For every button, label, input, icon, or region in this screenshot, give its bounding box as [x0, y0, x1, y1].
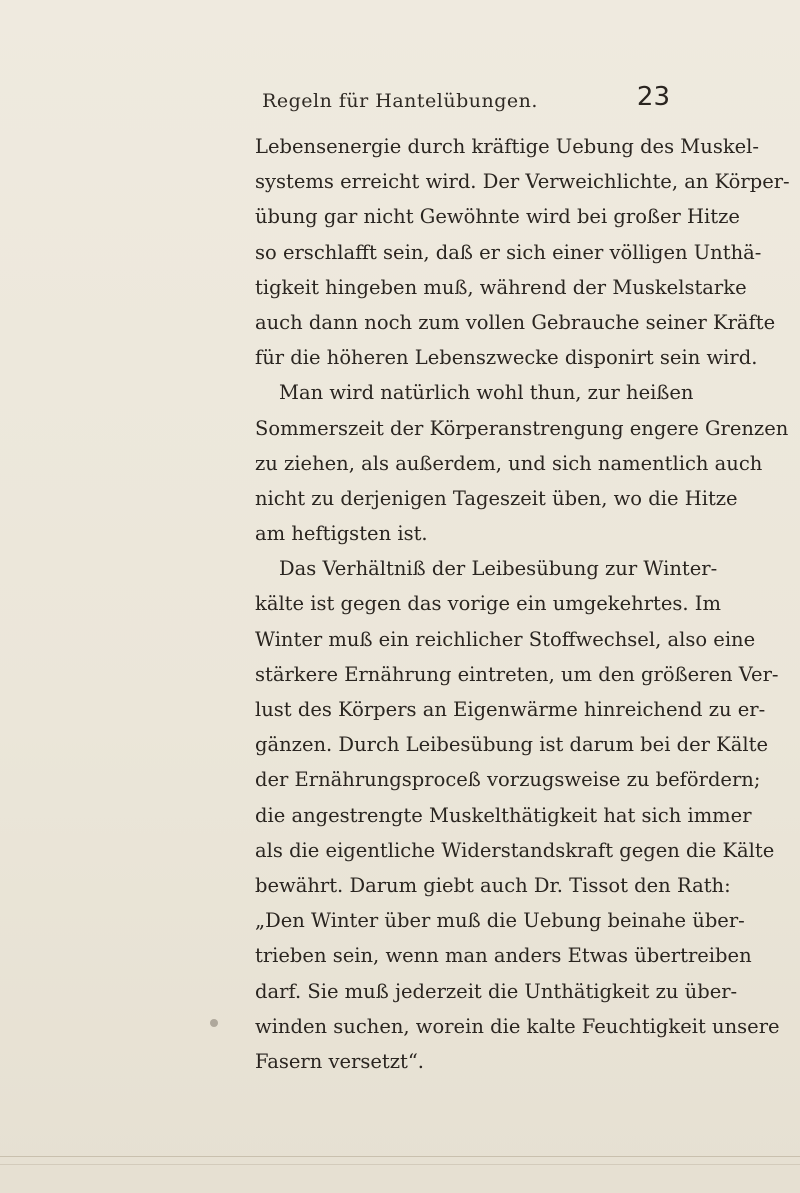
text-line: übung gar nicht Gewöhnte wird bei großer Hitze	[255, 205, 740, 229]
text-line: als die eigentliche Widerstandskraft gegen die Kälte	[255, 838, 775, 862]
text-line: stärkere Ernährung eintreten, um den größeren Ver-	[255, 662, 779, 686]
body-text	[255, 129, 790, 1079]
text-line: bewährt. Darum giebt auch Dr. Tissot den Rath:	[255, 873, 731, 897]
text-line: Das Verhältniß der Leibesübung zur Winter-	[279, 557, 718, 581]
text-line: systems erreicht wird. Der Verweichlichte, an Körper-	[255, 170, 790, 194]
text-line: darf. Sie muß jederzeit die Unthätigkeit zu über-	[255, 979, 738, 1003]
text-line: Fasern versetzt“.	[255, 1049, 424, 1073]
running-title: Regeln für Hantelübungen.	[262, 90, 538, 112]
text-line: gänzen. Durch Leibesübung ist darum bei der Kälte	[255, 733, 768, 757]
text-line: auch dann noch zum vollen Gebrauche seiner Kräfte	[255, 310, 776, 334]
text-line: so erschlafft sein, daß er sich einer völligen Unthä-	[255, 240, 762, 264]
bottom-edge-rule-secondary	[0, 1164, 800, 1165]
text-line: tigkeit hingeben muß, während der Muskelstarke	[255, 275, 747, 299]
text-line: lust des Körpers an Eigenwärme hinreichend zu er-	[255, 698, 766, 721]
text-line: kälte ist gegen das vorige ein umgekehrtes. Im	[255, 592, 722, 616]
text-line: am heftigsten ist.	[255, 522, 428, 546]
text-line: winden suchen, worein die kalte Feuchtigkeit unsere	[255, 1014, 780, 1038]
text-line: zu ziehen, als außerdem, und sich namentlich auch	[255, 451, 763, 475]
text-line: „Den Winter über muß die Uebung beinahe über-	[255, 909, 745, 933]
bottom-edge-rule	[0, 1156, 800, 1157]
text-line: Sommerszeit der Körperanstrengung engere Grenzen	[255, 416, 789, 440]
text-line: Man wird natürlich wohl thun, zur heißen	[279, 381, 694, 405]
text-line: trieben sein, wenn man anders Etwas übertreiben	[255, 944, 752, 968]
text-line: für die höheren Lebenszwecke disponirt sein wird.	[255, 346, 758, 370]
page-header	[0, 80, 800, 120]
margin-ink-mark	[210, 1019, 218, 1027]
text-line: der Ernährungsproceß vorzugsweise zu befördern;	[255, 768, 761, 792]
text-line: Winter muß ein reichlicher Stoffwechsel, also eine	[255, 627, 756, 651]
text-line: Lebensenergie durch kräftige Uebung des Muskel-	[255, 135, 760, 158]
page-number: 23	[636, 82, 670, 112]
text-line: nicht zu derjenigen Tageszeit üben, wo die Hitze	[255, 486, 738, 510]
text-line: die angestrengte Muskelthätigkeit hat sich immer	[255, 803, 752, 827]
